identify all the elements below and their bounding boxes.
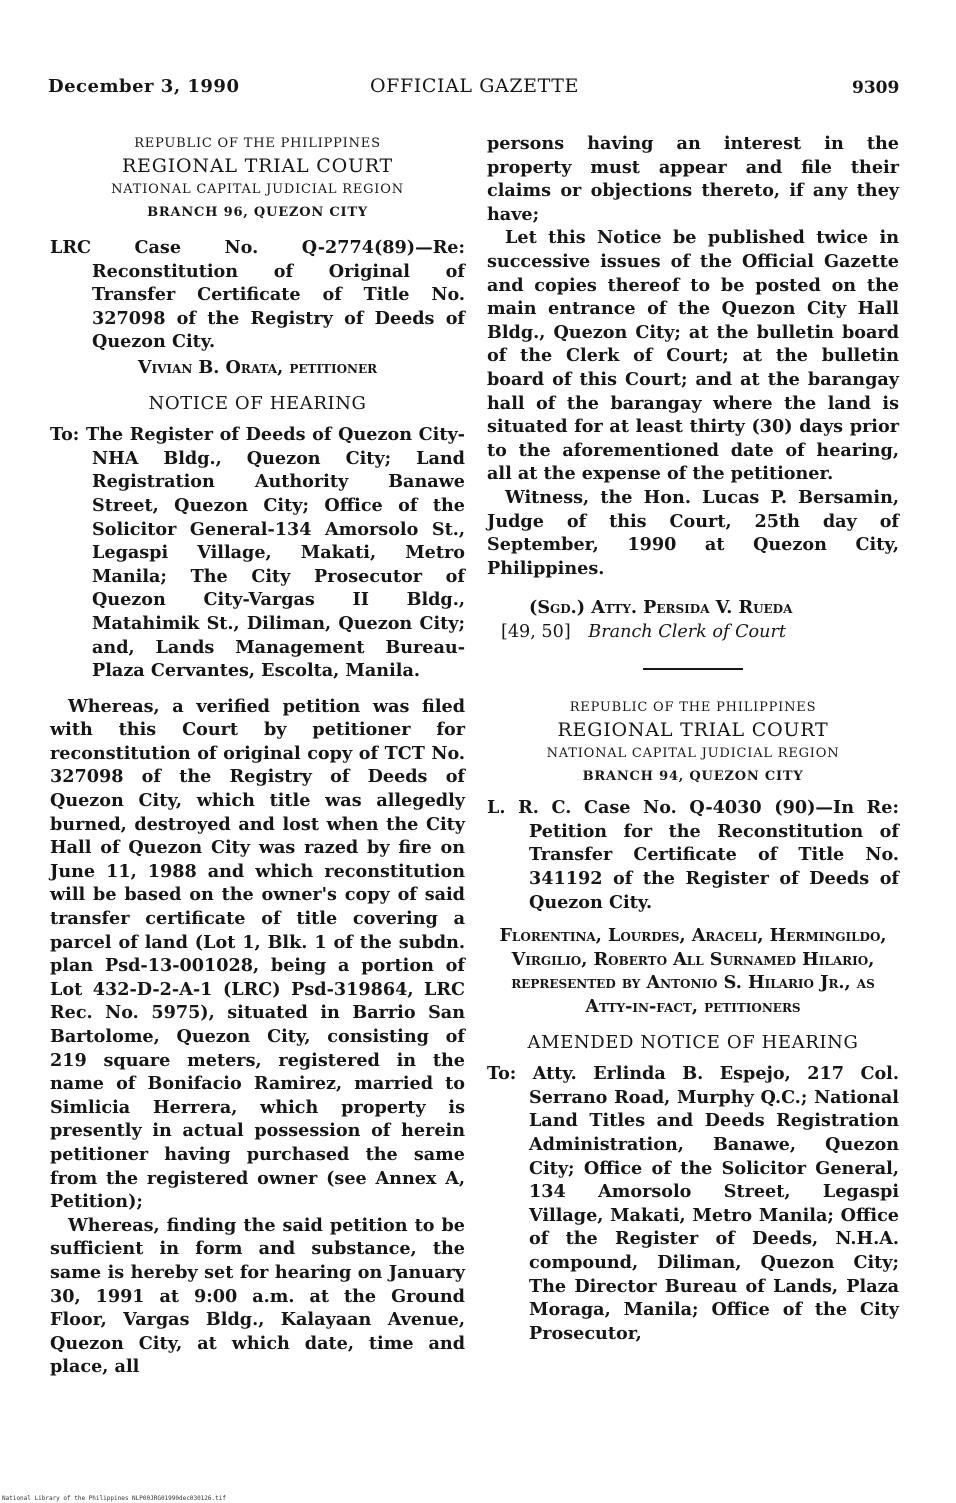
left-column bbox=[50, 132, 465, 1379]
case-caption-2: L. R. C. Case No. Q-4030 (90)—In Re: Petition for the Reconstitution of Transfer Certificate of Title No. 341192 of the Register of Deeds of Quezon City. bbox=[487, 797, 899, 913]
republic-line-2: REPUBLIC OF THE PHILIPPINES bbox=[569, 700, 817, 716]
court-name: REGIONAL TRIAL COURT bbox=[121, 155, 394, 177]
signature-block bbox=[487, 596, 899, 644]
page-number: 9309 bbox=[852, 78, 900, 98]
court-name-2: REGIONAL TRIAL COURT bbox=[557, 719, 829, 742]
scan-footer: National Library of the Philippines NLP00JRG01990dec030126.tif bbox=[2, 1495, 226, 1502]
case-caption: LRC Case No. Q-2774(89)—Re: Reconstitution of Original of Transfer Certificate of Title No. 327098 of the Registry of Deeds of Quezon City. bbox=[50, 237, 465, 353]
signatory-title: Branch Clerk of Court bbox=[588, 622, 786, 643]
republic-line: REPUBLIC OF THE PHILIPPINES bbox=[134, 136, 381, 151]
publication-paragraph: Let this Notice be published twice in successive issues of the Official Gazette and copies thereof to be posted on the main entrance of the Quezon City Hall Bldg., Quezon City; at the bulletin board of the Clerk of Court; at the bulletin board of this Court; and at the barangay hall of the barangay where the land is situated for at least thirty (30) days prior to the aforementioned date of hearing, all at the expense of the petitioner. bbox=[487, 227, 899, 485]
witness-paragraph: Witness, the Hon. Lucas P. Bersamin, Judge of this Court, 25th day of September, 1990 at Quezon City, Philippines. bbox=[487, 486, 899, 579]
branch-line-2: BRANCH 94, QUEZON CITY bbox=[582, 769, 804, 785]
whereas-paragraph-1: Whereas, a verified petition was filed with this Court by petitioner for reconstitution of original copy of TCT No. 327098 of the Registry of Deeds of Quezon City, which title was allegedly burned, destroyed and lost when the City Hall of Quezon City was razed by fire on June 11, 1988 and which reconstitution will be based on the owner's copy of said transfer certificate of title covering a parcel of land (Lot 1, Blk. 1 of the subdn. plan Psd-13-001028, being a portion of Lot 432-D-2-A-1 (LRC) Psd-319864, LRC Rec. No. 5975), situated in Barrio San Bartolome, Quezon City, consisting of 219 square meters, registered in the name of Bonifacio Ramirez, married to Simlicia Herrera, which property is presently in actual possession of herein petitioner having purchased the same from the registered owner (see Annex A, Petition); bbox=[50, 695, 465, 1213]
running-head-date: December 3, 1990 bbox=[48, 76, 240, 97]
running-head-title: OFFICIAL GAZETTE bbox=[370, 75, 580, 97]
addressees: To: The Register of Deeds of Quezon City-NHA Bldg., Quezon City; Land Registration Authority Banawe Street, Quezon City; Office of the Solicitor General-134 Amorsolo St., Legaspi Village, Makati, Metro Manila; The City Prosecutor of Quezon City-Vargas II Bldg., Matahimik St., Diliman, Quezon City; and, Lands Management Bureau-Plaza Cervantes, Escolta, Manila. bbox=[50, 424, 465, 682]
issue-reference: [49, 50] bbox=[501, 622, 571, 643]
branch-line: BRANCH 96, QUEZON CITY bbox=[147, 205, 368, 220]
section-divider bbox=[643, 668, 743, 670]
continued-paragraph: persons having an interest in the property must appear and file their claims or objections thereto, if any they have; bbox=[487, 133, 899, 225]
judicial-region: NATIONAL CAPITAL JUDICIAL REGION bbox=[111, 182, 404, 197]
notice-heading: NOTICE OF HEARING bbox=[148, 392, 367, 414]
right-column bbox=[487, 132, 899, 1345]
addressees-2: To: Atty. Erlinda B. Espejo, 217 Col. Serrano Road, Murphy Q.C.; National Land Titles and Deeds Registration Administration, Banawe, Quezon City; Office of the Solicitor General, 134 Amorsolo Street, Legaspi Village, Makati, Metro Manila; Office of the Register of Deeds, N.H.A. compound, Diliman, Quezon City; The Director Bureau of Lands, Plaza Moraga, Manila; Office of the City Prosecutor, bbox=[487, 1063, 899, 1344]
whereas-paragraph-2: Whereas, finding the said petition to be sufficient in form and substance, the same is hereby set for hearing on January 30, 1991 at 9:00 a.m. at the Ground Floor, Vargas Bldg., Kalayaan Avenue, Quezon City, at which date, time and place, all bbox=[50, 1214, 465, 1378]
petitioner-line: Vivian B. Orata, petitioner bbox=[137, 356, 378, 378]
judicial-region-2: NATIONAL CAPITAL JUDICIAL REGION bbox=[546, 746, 840, 762]
amended-notice-heading: AMENDED NOTICE OF HEARING bbox=[527, 1031, 859, 1053]
signatory: (Sgd.) Atty. Persida V. Rueda bbox=[529, 597, 793, 619]
signature-row bbox=[487, 620, 899, 644]
petitioners-line: Florentina, Lourdes, Araceli, Hermingildo, Virgilio, Roberto All Surnamed Hilario, represented by Antonio S. Hilario Jr., as Atty-in-fact, petitioners bbox=[499, 925, 887, 1018]
